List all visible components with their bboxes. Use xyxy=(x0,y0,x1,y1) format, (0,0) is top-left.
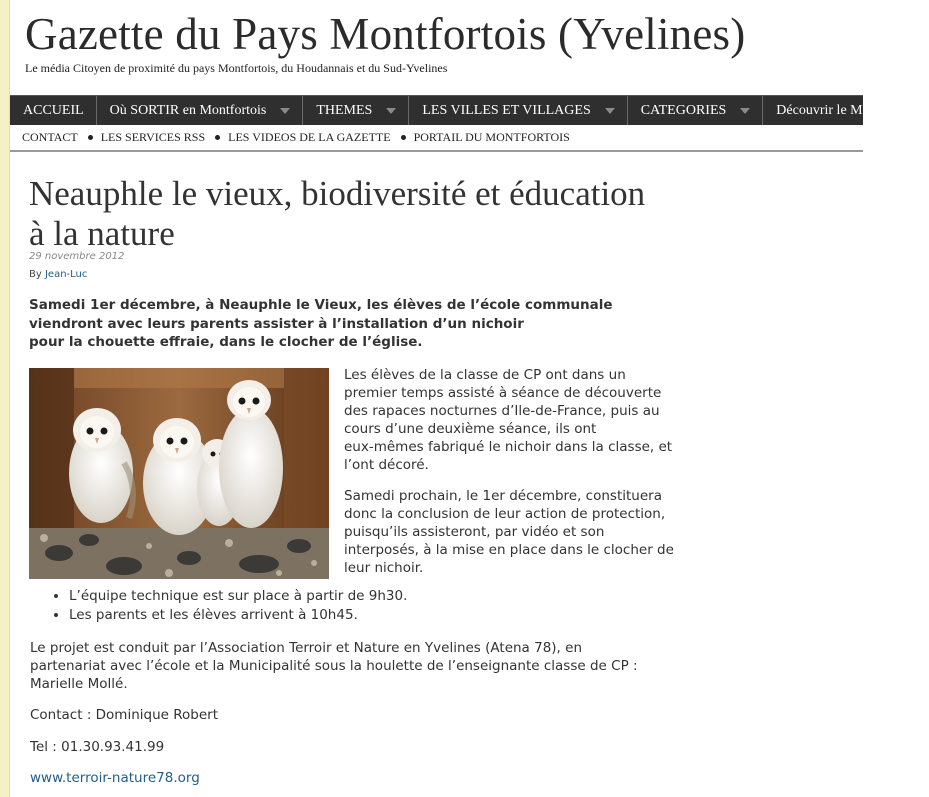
site-title[interactable]: Gazette du Pays Montfortois (Yvelines) xyxy=(25,9,746,59)
paragraph-line: puisqu’ils assisteront, par vidéo et son xyxy=(344,524,605,540)
list-item: • L’équipe technique est sur place à partir de 9h30. xyxy=(69,587,407,606)
lead-line: Samedi 1er décembre, à Neauphle le Vieux, les élèves de l’école communale xyxy=(29,297,613,313)
subnav-videos[interactable]: LES VIDEOS DE LA GAZETTE xyxy=(228,129,391,144)
contact-line: Contact : Dominique Robert xyxy=(30,707,218,723)
subnav-services-rss[interactable]: LES SERVICES RSS xyxy=(100,129,206,144)
paragraph-line: donc la conclusion de leur action de protection, xyxy=(344,506,666,522)
main-nav xyxy=(10,95,918,125)
website-link[interactable]: www.terroir-nature78.org xyxy=(30,770,200,786)
paragraph-line: leur nichoir. xyxy=(344,560,424,576)
paragraph-line: Samedi prochain, le 1er décembre, constituera xyxy=(344,488,662,504)
left-accent-bar xyxy=(0,0,10,797)
nav-item-themes[interactable] xyxy=(303,96,409,125)
post-date: 29 novembre 2012 xyxy=(29,251,125,262)
chevron-down-icon xyxy=(740,108,750,114)
nav-item-villes-villages[interactable] xyxy=(409,96,627,125)
post-lead xyxy=(29,296,629,352)
nav-item-decouvrir[interactable] xyxy=(763,96,929,125)
post-title[interactable]: Neauphle le vieux, biodiversité et éducation à la nature xyxy=(29,174,646,253)
paragraph-line: Le projet est conduit par l’Association Terroir et Nature en Yvelines (Atena 78), en xyxy=(30,640,583,656)
list-item: • Les parents et les élèves arrivent à 10h45. xyxy=(69,606,407,625)
chevron-down-icon xyxy=(280,108,290,114)
bullet-separator xyxy=(401,135,406,140)
nav-item-label: LES VILLES ET VILLAGES xyxy=(422,102,591,118)
nav-item-accueil[interactable] xyxy=(10,96,97,125)
secondary-nav xyxy=(10,124,863,152)
project-paragraph xyxy=(30,639,638,693)
paragraph-line: partenariat avec l’école et la Municipalité sous la houlette de l’enseignante classe de CP : xyxy=(30,658,638,674)
paragraph-line: interposés, à la mise en place dans le clocher de xyxy=(344,542,674,558)
chevron-down-icon xyxy=(605,108,615,114)
paragraph-line: des rapaces nocturnes d’Ile-de-France, puis au xyxy=(344,403,660,419)
chevron-down-icon xyxy=(386,108,396,114)
paragraph-line: Marielle Mollé. xyxy=(30,676,128,692)
byline-label: By xyxy=(29,269,42,280)
paragraph-line: eux-mêmes fabriqué le nichoir dans la classe, et xyxy=(344,439,673,455)
bullet-separator xyxy=(215,135,220,140)
lead-line: viendront avec leurs parents assister à l’installation d’un nichoir xyxy=(29,315,524,332)
nav-item-label: ACCUEIL xyxy=(23,102,84,118)
nav-item-label: THEMES xyxy=(316,102,373,118)
paragraph-line: cours d’une deuxième séance, ils ont xyxy=(344,421,597,437)
nav-item-ou-sortir[interactable] xyxy=(97,96,304,125)
paragraph-line: l’ont décoré. xyxy=(344,457,429,473)
owl-chicks-illustration xyxy=(29,368,329,579)
owl-chicks-photo xyxy=(29,368,329,579)
post-byline xyxy=(29,269,87,280)
subnav-contact[interactable]: CONTACT xyxy=(22,129,78,144)
paragraph-line: premier temps assisté à séance de découverte xyxy=(344,385,662,401)
schedule-list xyxy=(47,587,407,625)
paragraph-1 xyxy=(344,366,689,474)
subnav-portail[interactable]: PORTAIL DU MONTFORTOIS xyxy=(413,129,570,144)
lead-line: pour la chouette effraie, dans le clocher de l’église. xyxy=(29,334,423,350)
nav-item-label: Découvrir le Montfortois xyxy=(776,102,918,118)
site-tagline: Le média Citoyen de proximité du pays Montfortois, du Houdannais et du Sud-Yvelines xyxy=(25,61,448,75)
nav-item-label: CATEGORIES xyxy=(640,102,727,118)
author-link[interactable]: Jean-Luc xyxy=(44,269,88,280)
paragraph-line: Les élèves de la classe de CP ont dans un xyxy=(344,367,626,383)
paragraph-2 xyxy=(344,487,689,577)
bullet-separator xyxy=(88,135,93,140)
telephone-line: Tel : 01.30.93.41.99 xyxy=(30,739,165,755)
nav-item-categories[interactable] xyxy=(628,96,764,125)
nav-item-label: Où SORTIR en Montfortois xyxy=(109,102,267,118)
